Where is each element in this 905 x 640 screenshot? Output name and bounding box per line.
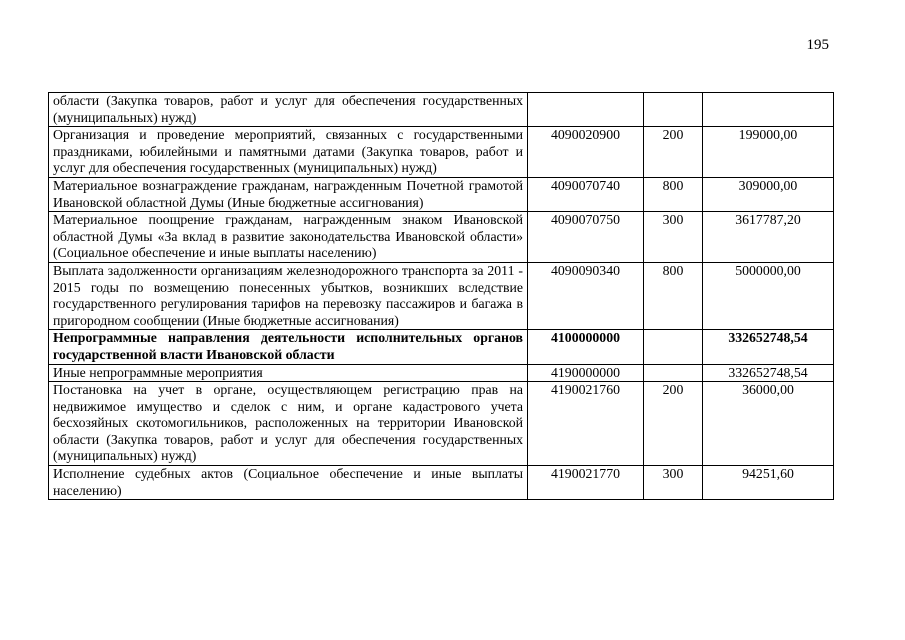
table-row bbox=[49, 382, 834, 466]
target-article-code-cell: 4090090340 bbox=[528, 262, 644, 329]
amount-cell bbox=[703, 93, 834, 127]
amount-cell: 3617787,20 bbox=[703, 212, 834, 263]
expense-name-cell: Непрограммные направления деятельности исполнительных органов государственной власти Ивановской области bbox=[49, 330, 528, 364]
expense-name-cell: Иные непрограммные мероприятия bbox=[49, 364, 528, 382]
budget-table bbox=[48, 92, 834, 500]
expense-name-cell: Материальное вознаграждение гражданам, награжденным Почетной грамотой Ивановской областной Думы (Иные бюджетные ассигнования) bbox=[49, 177, 528, 211]
amount-cell: 332652748,54 bbox=[703, 330, 834, 364]
target-article-code-cell: 4190000000 bbox=[528, 364, 644, 382]
table-row bbox=[49, 177, 834, 211]
amount-cell: 199000,00 bbox=[703, 127, 834, 178]
table-row bbox=[49, 93, 834, 127]
expense-type-cell: 300 bbox=[644, 212, 703, 263]
table-row bbox=[49, 127, 834, 178]
budget-table-body bbox=[49, 93, 834, 500]
target-article-code-cell bbox=[528, 93, 644, 127]
target-article-code-cell: 4190021760 bbox=[528, 382, 644, 466]
amount-cell: 36000,00 bbox=[703, 382, 834, 466]
table-row bbox=[49, 364, 834, 382]
expense-type-cell bbox=[644, 330, 703, 364]
expense-type-cell bbox=[644, 364, 703, 382]
table-row-section-heading bbox=[49, 330, 834, 364]
amount-cell: 94251,60 bbox=[703, 466, 834, 500]
amount-cell: 332652748,54 bbox=[703, 364, 834, 382]
expense-type-cell: 300 bbox=[644, 466, 703, 500]
target-article-code-cell: 4190021770 bbox=[528, 466, 644, 500]
expense-type-cell: 200 bbox=[644, 127, 703, 178]
target-article-code-cell: 4090070750 bbox=[528, 212, 644, 263]
expense-name-cell: Постановка на учет в органе, осуществляющем регистрацию прав на недвижимое имущество и сделок с ним, и органе кадастрового учета бесхозяйных скотомогильников, расположенных на территории Ивановской области (Закупка товаров, работ и услуг для обеспечения государственных (муниципальных) нужд) bbox=[49, 382, 528, 466]
expense-type-cell: 200 bbox=[644, 382, 703, 466]
expense-name-cell: Исполнение судебных актов (Социальное обеспечение и иные выплаты населению) bbox=[49, 466, 528, 500]
expense-type-cell bbox=[644, 93, 703, 127]
expense-name-cell: Материальное поощрение гражданам, награжденным знаком Ивановской областной Думы «За вклад в развитие законодательства Ивановской области» (Социальное обеспечение и иные выплаты населению) bbox=[49, 212, 528, 263]
target-article-code-cell: 4090020900 bbox=[528, 127, 644, 178]
target-article-code-cell: 4100000000 bbox=[528, 330, 644, 364]
expense-type-cell: 800 bbox=[644, 177, 703, 211]
table-row bbox=[49, 466, 834, 500]
target-article-code-cell: 4090070740 bbox=[528, 177, 644, 211]
table-row bbox=[49, 262, 834, 329]
expense-type-cell: 800 bbox=[644, 262, 703, 329]
table-row bbox=[49, 212, 834, 263]
expense-name-cell: Организация и проведение мероприятий, связанных с государственными праздниками, юбилейными и памятными датами (Закупка товаров, работ и услуг для обеспечения государственных (муниципальных) нужд) bbox=[49, 127, 528, 178]
amount-cell: 309000,00 bbox=[703, 177, 834, 211]
expense-name-cell: Выплата задолженности организациям железнодорожного транспорта за 2011 - 2015 годы по возмещению понесенных убытков, возникших вследствие государственного регулирования тарифов на перевозку пассажиров и багажа в пригородном сообщении (Иные бюджетные ассигнования) bbox=[49, 262, 528, 329]
page-number: 195 bbox=[806, 37, 829, 53]
amount-cell: 5000000,00 bbox=[703, 262, 834, 329]
expense-name-cell: области (Закупка товаров, работ и услуг для обеспечения государственных (муниципальных) нужд) bbox=[49, 93, 528, 127]
